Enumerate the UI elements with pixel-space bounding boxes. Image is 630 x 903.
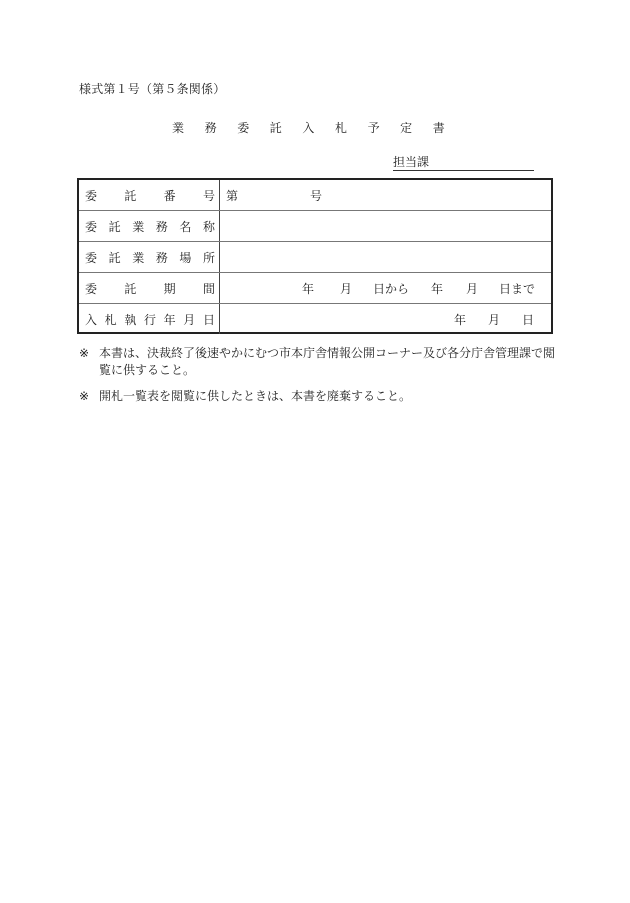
label-char: 称 — [202, 219, 215, 234]
title-char: 務 — [204, 121, 217, 135]
label-char: 執 — [124, 312, 137, 327]
work-location-cell — [220, 242, 551, 272]
label-char: 場 — [179, 250, 192, 265]
form-number: 様式第１号（第５条関係） — [79, 82, 226, 96]
bid-schedule-table — [77, 178, 553, 334]
label-char: 年 — [163, 312, 176, 327]
to-year: 年 — [431, 281, 444, 296]
bid-year: 年 — [454, 312, 467, 327]
row-label — [79, 211, 220, 241]
title-char: 委 — [237, 121, 250, 135]
bid-day: 日 — [522, 312, 535, 327]
label-char: 札 — [104, 312, 117, 327]
label-char: 間 — [202, 281, 215, 296]
title-char: 業 — [172, 121, 185, 135]
label-char: 委 — [85, 281, 98, 296]
note-item — [79, 345, 559, 379]
table-row-work-location — [79, 242, 551, 273]
note-line: 本書は、決裁終了後速やかにむつ市本庁舎情報公開コーナー及び各分庁舎管理課で閲 — [99, 346, 556, 360]
to-day: 日まで — [499, 281, 536, 296]
note-item — [79, 388, 559, 405]
document-title — [172, 119, 465, 136]
label-char: 委 — [85, 188, 98, 203]
table-row-work-name — [79, 211, 551, 242]
label-char: 月 — [183, 312, 196, 327]
label-char: 日 — [202, 312, 215, 327]
label-char: 期 — [163, 281, 176, 296]
label-char: 入 — [85, 312, 98, 327]
label-char: 所 — [202, 250, 215, 265]
row-label — [79, 273, 220, 303]
reference-mark-icon: ※ — [79, 346, 90, 360]
from-day: 日から — [373, 281, 410, 296]
label-char: 番 — [163, 188, 176, 203]
notes-section — [79, 345, 559, 414]
label-char: 行 — [143, 312, 156, 327]
label-char: 託 — [124, 281, 137, 296]
bid-month: 月 — [488, 312, 501, 327]
title-char: 札 — [334, 121, 347, 135]
label-char: 業 — [132, 219, 145, 234]
department-field — [393, 155, 534, 171]
note-text — [95, 345, 559, 379]
label-char: 号 — [202, 188, 215, 203]
label-char: 託 — [108, 219, 121, 234]
bid-date-cell — [220, 304, 551, 334]
table-row-contract-number — [79, 180, 551, 211]
note-text — [95, 388, 559, 405]
label-char: 託 — [124, 188, 137, 203]
label-char: 委 — [85, 219, 98, 234]
contract-period-cell — [220, 273, 551, 303]
title-char: 定 — [400, 121, 413, 135]
row-label — [79, 242, 220, 272]
to-month: 月 — [466, 281, 479, 296]
row-label — [79, 304, 220, 334]
label-char: 務 — [155, 250, 168, 265]
label-char: 務 — [155, 219, 168, 234]
label-char: 業 — [132, 250, 145, 265]
note-line: 覧に供すること。 — [99, 363, 196, 377]
contract-number-prefix: 第 — [226, 188, 239, 203]
row-label — [79, 180, 220, 210]
title-char: 入 — [302, 121, 315, 135]
note-line: 開札一覧表を閲覧に供したときは、本書を廃棄すること。 — [99, 389, 412, 403]
title-char: 予 — [367, 121, 380, 135]
from-month: 月 — [340, 281, 353, 296]
department-label: 担当課 — [393, 155, 430, 169]
title-char: 託 — [269, 121, 282, 135]
label-char: 委 — [85, 250, 98, 265]
contract-number-suffix: 号 — [310, 188, 323, 203]
label-char: 託 — [108, 250, 121, 265]
table-row-bid-date — [79, 304, 551, 334]
contract-number-cell — [220, 180, 551, 210]
from-year: 年 — [302, 281, 315, 296]
table-row-contract-period — [79, 273, 551, 304]
label-char: 名 — [179, 219, 192, 234]
title-char: 書 — [432, 121, 445, 135]
reference-mark-icon: ※ — [79, 389, 90, 403]
work-name-cell — [220, 211, 551, 241]
